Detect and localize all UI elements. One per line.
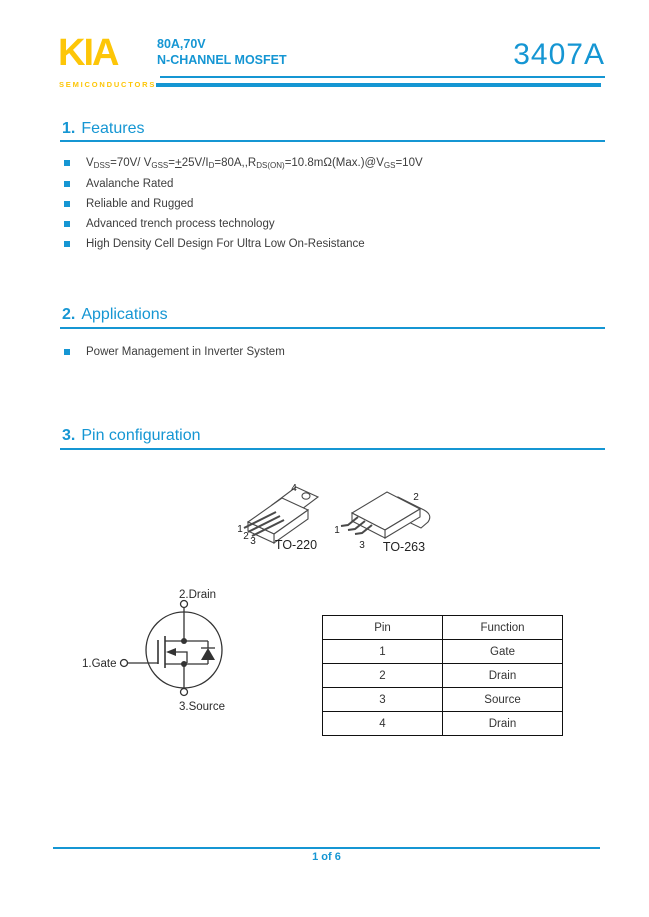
header-subtitle [157, 36, 287, 68]
pin-column-header: Pin [323, 616, 443, 640]
pin-function-table [322, 615, 563, 736]
drain-junction-dot [181, 638, 187, 644]
spec-seg: =70V/ V [110, 157, 152, 169]
header-device-type: N-CHANNEL MOSFET [157, 53, 287, 67]
features-section-number: 1. [62, 120, 76, 137]
spec-seg: V [86, 157, 94, 169]
header-rule-thick [156, 83, 601, 87]
feature-item-spec [64, 156, 423, 170]
drain-pin-label: 2.Drain [179, 589, 217, 601]
kia-logo: KIA [58, 32, 118, 74]
feature-text: Advanced trench process technology [86, 218, 275, 230]
to263-caption: TO-263 [382, 540, 426, 554]
feature-item [64, 177, 173, 191]
to220-package-drawing [225, 474, 340, 558]
applications-section-title [62, 306, 168, 324]
to263-pin3-label: 3 [359, 540, 365, 551]
header-rating: 80A,70V [157, 37, 206, 51]
bullet-square-icon [64, 241, 70, 247]
application-text: Power Management in Inverter System [86, 346, 285, 358]
body-diode-icon [201, 648, 215, 660]
bullet-square-icon [64, 221, 70, 227]
function-column-header: Function [443, 616, 563, 640]
mosfet-symbol [70, 580, 320, 720]
feature-item [64, 197, 193, 211]
table-row [323, 664, 563, 688]
source-pin-label: 3.Source [179, 701, 226, 713]
spec-sub: DS(ON) [256, 161, 285, 170]
to263-pin1-label: 1 [334, 525, 340, 536]
spec-seg: =10V [395, 157, 423, 169]
mosfet-arrow-icon [166, 648, 176, 656]
features-section-label: Features [81, 120, 145, 137]
bullet-square-icon [64, 349, 70, 355]
pin-config-section-label: Pin configuration [81, 427, 201, 444]
drain-terminal-icon [181, 601, 188, 608]
pin-config-section-title [62, 427, 201, 445]
bullet-square-icon [64, 181, 70, 187]
spec-sub: GS [383, 161, 396, 170]
to220-pin3-label: 3 [250, 536, 256, 547]
table-header-row [323, 616, 563, 640]
spec-seg: =10.8mΩ(Max.)@V [284, 157, 384, 169]
spec-sub: DSS [93, 161, 111, 170]
pin-config-section-number: 3. [62, 427, 76, 444]
function-cell: Drain [443, 712, 563, 736]
pin-config-section-rule [60, 448, 605, 450]
table-row [323, 640, 563, 664]
pin-cell: 2 [323, 664, 443, 688]
footer-rule [53, 847, 600, 849]
page-indicator: 1 of 6 [312, 851, 341, 863]
to220-mounting-hole-icon [302, 493, 310, 499]
spec-seg: 25V/I [181, 157, 209, 169]
to220-caption: TO-220 [274, 538, 318, 552]
header-rule-thin [160, 76, 605, 78]
to220-pin4-label: 4 [291, 483, 297, 494]
feature-item [64, 217, 275, 231]
to263-package-drawing [330, 482, 442, 556]
to220-pin1-label: 1 [237, 524, 243, 535]
application-item [64, 345, 285, 359]
function-cell: Gate [443, 640, 563, 664]
logo-subtext: SEMICONDUCTORS [59, 80, 157, 89]
feature-text: Avalanche Rated [86, 178, 174, 190]
applications-section-label: Applications [81, 306, 168, 323]
feature-spec-text [86, 156, 423, 170]
source-junction-dot [181, 661, 187, 667]
spec-seg: =80A,,R [214, 157, 257, 169]
table-row [323, 688, 563, 712]
gate-pin-label: 1.Gate [82, 658, 117, 670]
applications-section-number: 2. [62, 306, 76, 323]
to263-pin2-label: 2 [413, 492, 419, 503]
pin-cell: 3 [323, 688, 443, 712]
feature-text: High Density Cell Design For Ultra Low On-Resistance [86, 238, 365, 250]
features-section-rule [60, 140, 605, 142]
to220-pin2-label: 2 [243, 531, 249, 542]
feature-item [64, 237, 365, 251]
table-row [323, 712, 563, 736]
bullet-square-icon [64, 160, 70, 166]
features-section-title [62, 120, 144, 138]
function-cell: Drain [443, 664, 563, 688]
spec-sub: GSS [151, 161, 169, 170]
spec-plus-minus: + [175, 157, 182, 169]
pin-cell: 4 [323, 712, 443, 736]
source-terminal-icon [181, 689, 188, 696]
spec-seg: = [168, 157, 175, 169]
part-number: 3407A [513, 38, 605, 71]
pin-cell: 1 [323, 640, 443, 664]
feature-text: Reliable and Rugged [86, 198, 194, 210]
applications-section-rule [60, 327, 605, 329]
gate-terminal-icon [121, 660, 128, 667]
spec-sub: D [208, 161, 215, 170]
function-cell: Source [443, 688, 563, 712]
bullet-square-icon [64, 201, 70, 207]
